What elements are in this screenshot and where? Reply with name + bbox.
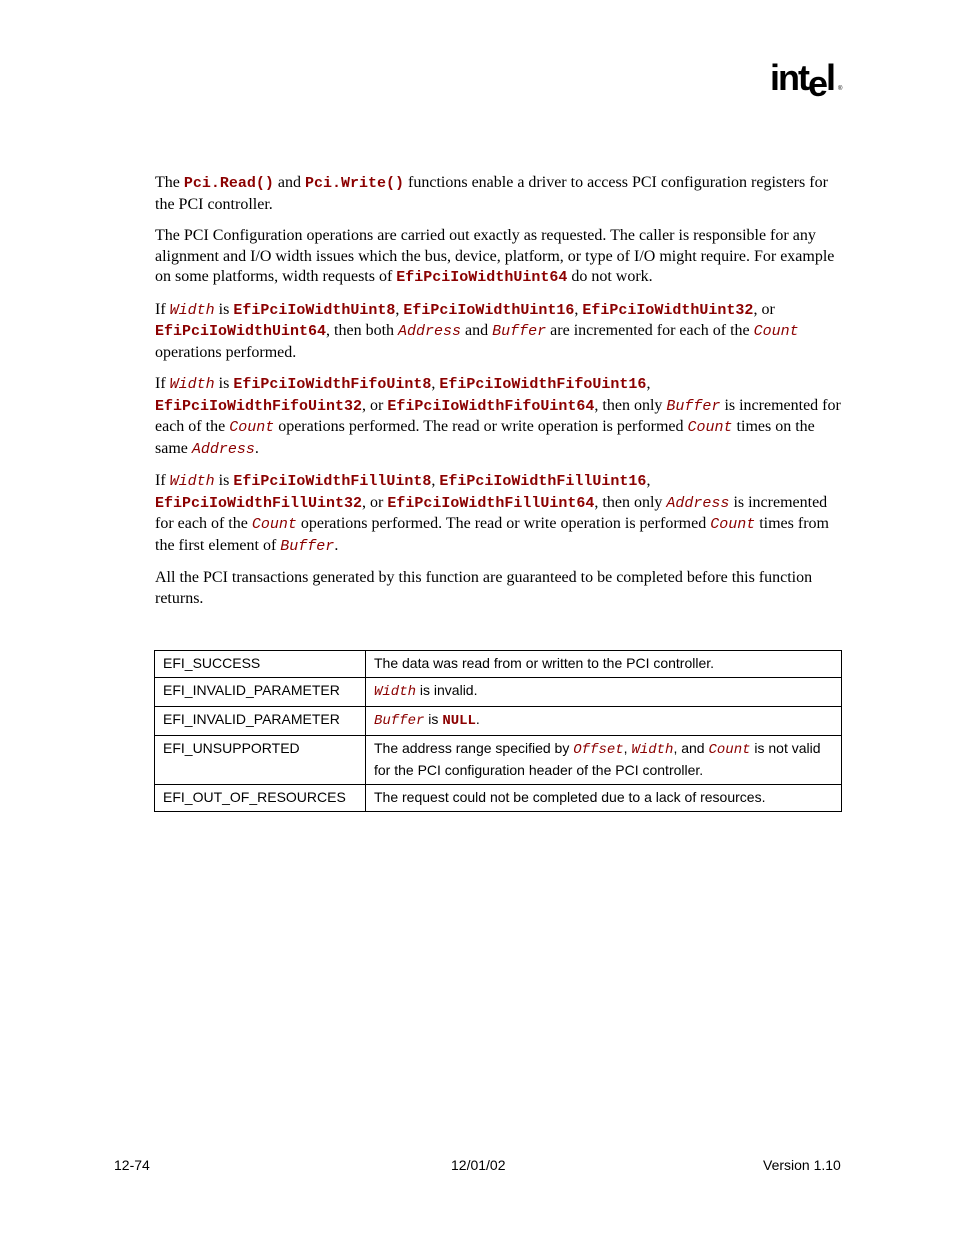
intel-logo: [770, 58, 848, 108]
footer-page-number: 12-74: [114, 1157, 150, 1173]
main-content: [155, 173, 845, 620]
paragraph-intro: The Pci.Read() and Pci.Write() functions enable a driver to access PCI configuration registers for the PCI controller.: [155, 174, 828, 213]
status-code-cell: EFI_OUT_OF_RESOURCES: [155, 785, 366, 812]
trademark-symbol: ®: [838, 86, 843, 92]
paragraph-width-fifo: If Width is EfiPciIoWidthFifoUint8, EfiPciIoWidthFifoUint16, EfiPciIoWidthFifoUint32, or EfiPciIoWidthFifoUint64, then only Buffer is incremented for each of the Count operations performed. The read or write operation is performed Count times on the same Address.: [155, 375, 841, 458]
status-code-cell: EFI_INVALID_PARAMETER: [155, 678, 366, 707]
table-row: [155, 651, 842, 678]
status-codes-table: [154, 650, 842, 812]
intel-logo-text: intel: [770, 57, 835, 104]
status-code-cell: EFI_UNSUPPORTED: [155, 736, 366, 785]
paragraph-width-uint: If Width is EfiPciIoWidthUint8, EfiPciIoWidthUint16, EfiPciIoWidthUint32, or EfiPciIoWidthUint64, then both Address and Buffer are incremented for each of the Count operations performed.: [155, 300, 799, 361]
status-desc-cell: The request could not be completed due to a lack of resources.: [366, 785, 842, 812]
paragraph-transactions: All the PCI transactions generated by this function are guaranteed to be completed before this function returns.: [155, 569, 813, 607]
status-code-cell: EFI_SUCCESS: [155, 651, 366, 678]
status-code-cell: EFI_INVALID_PARAMETER: [155, 707, 366, 736]
status-desc-cell: The data was read from or written to the PCI controller.: [366, 651, 842, 678]
paragraph-alignment: The PCI Configuration operations are carried out exactly as requested. The caller is responsible for any alignment and I/O width issues which the bus, device, platform, or type of I/O might require. For example on some platforms, width requests of EfiPciIoWidthUint64 do not work.: [155, 227, 835, 286]
status-desc-cell: The address range specified by Offset, Width, and Count is not valid for the PCI configuration header of the PCI controller.: [366, 736, 842, 785]
paragraph-width-fill: If Width is EfiPciIoWidthFillUint8, EfiPciIoWidthFillUint16, EfiPciIoWidthFillUint32, or EfiPciIoWidthFillUint64, then only Address is incremented for each of the Count operations performed. The read or write operation is performed Count times from the first element of Buffer.: [155, 472, 829, 555]
footer-date: 12/01/02: [451, 1157, 506, 1173]
status-desc-cell: Buffer is NULL.: [366, 707, 842, 736]
table-row: [155, 736, 842, 785]
status-desc-cell: Width is invalid.: [366, 678, 842, 707]
table-row: [155, 785, 842, 812]
table-row: [155, 707, 842, 736]
footer-version: Version 1.10: [763, 1157, 841, 1173]
table-row: [155, 678, 842, 707]
